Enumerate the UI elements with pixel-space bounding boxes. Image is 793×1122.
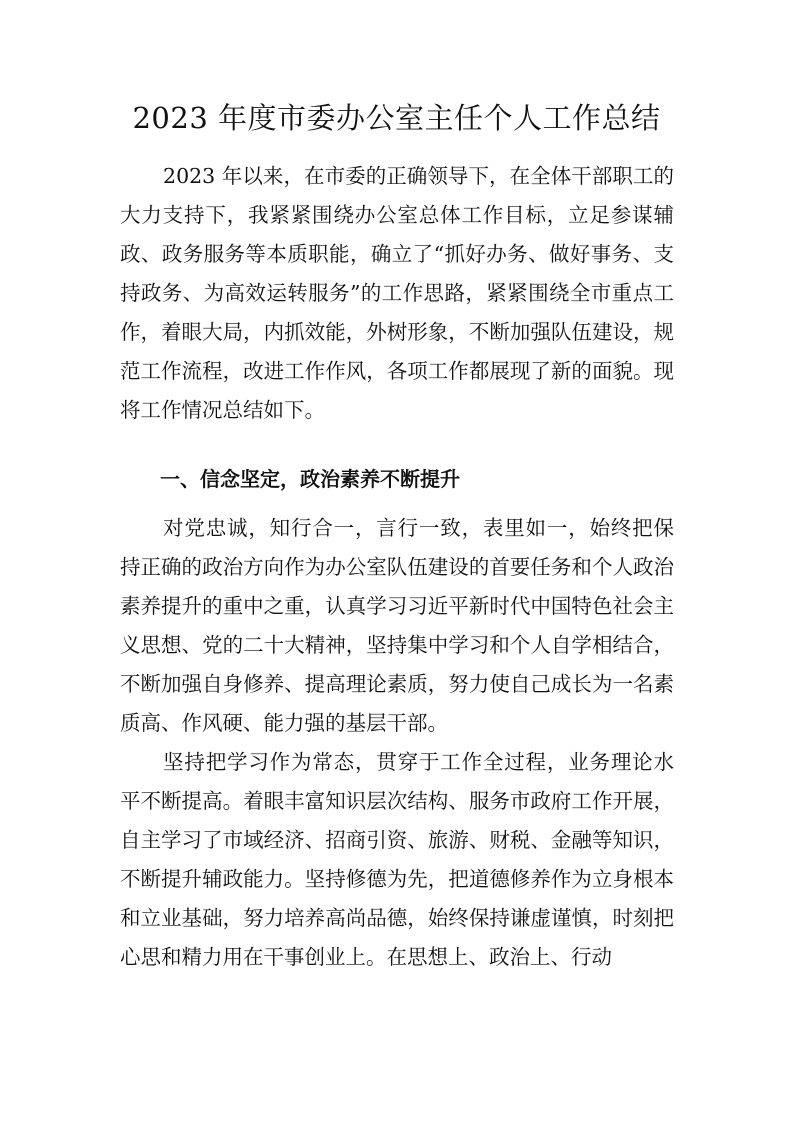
body-paragraph-2: 坚持把学习作为常态，贯穿于工作全过程，业务理论水平不断提高。着眼丰富知识层次结构、服务市政府工作开展，自主学习了市域经济、招商引资、旅游、财税、金融等知识，不断提升辅政能力。坚持修德为先，把道德修养作为立身根本和立业基础，努力培养高尚品德，始终保持谦虚谨慎，时刻把心思和精力用在干事创业上。在思想上、政治上、行动 [120,750,674,969]
section-heading: 一、信念坚定，政治素养不断提升 [160,467,460,491]
body-paragraph-1: 对党忠诚，知行合一，言行一致，表里如一，始终把保持正确的政治方向作为办公室队伍建设的首要任务和个人政治素养提升的重中之重，认真学习习近平新时代中国特色社会主义思想、党的二十大精神，坚持集中学习和个人自学相结合，不断加强自身修养、提高理论素质，努力使自己成长为一名素质高、作风硬、能力强的基层干部。 [120,516,674,735]
document-title: 2023 年度市委办公室主任个人工作总结 [132,101,661,135]
intro-paragraph: 2023 年以来，在市委的正确领导下，在全体干部职工的大力支持下，我紧紧围绕办公室总体工作目标，立足参谋辅政、政务服务等本质职能，确立了“抓好办务、做好事务、支持政务、为高效运转服务”的工作思路，紧紧围绕全市重点工作，着眼大局，内抓效能，外树形象，不断加强队伍建设，规范工作流程，改进工作作风，各项工作都展现了新的面貌。现将工作情况总结如下。 [120,164,674,422]
